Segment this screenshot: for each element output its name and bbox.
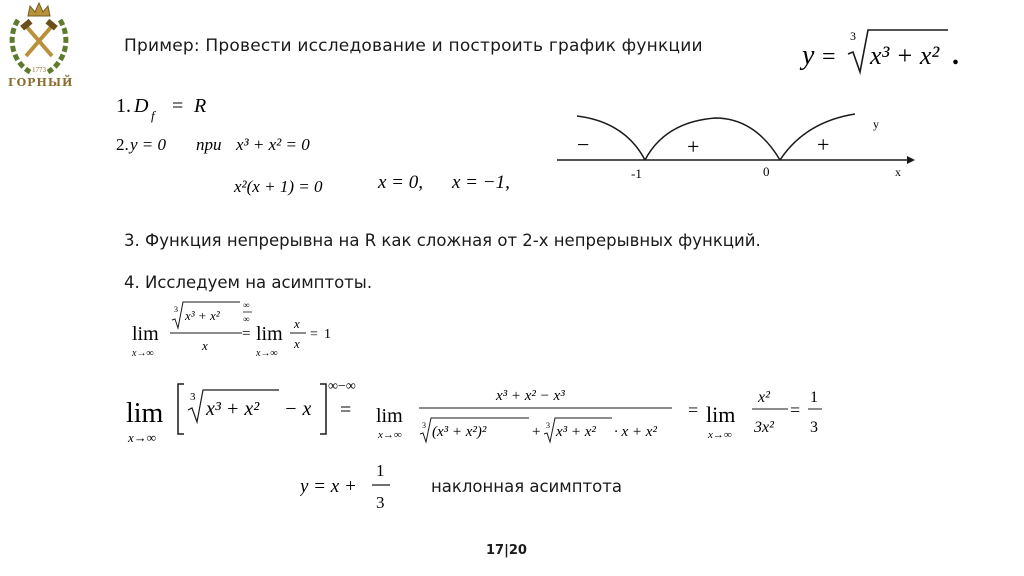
svg-text:3: 3: [376, 493, 385, 512]
step1-domain: [116, 90, 246, 126]
svg-text:=: =: [340, 399, 352, 421]
formula-lhs: y: [802, 40, 815, 71]
svg-text:R: R: [194, 95, 207, 117]
svg-text:− x: − x: [284, 398, 312, 420]
svg-text:3: 3: [190, 391, 196, 403]
svg-text:x: x: [294, 316, 300, 331]
svg-text:=: =: [242, 326, 251, 342]
svg-text:=: =: [688, 400, 699, 420]
svg-text:1: 1: [810, 389, 818, 406]
step2-factored: x²(x + 1) = 0: [234, 177, 323, 196]
tick-label-minus-one: -1: [631, 166, 642, 181]
svg-text:=: =: [310, 327, 318, 342]
svg-text:∞−∞: ∞−∞: [328, 379, 356, 394]
limit-b-formula: [124, 378, 844, 458]
svg-text:1.: 1.: [116, 95, 131, 117]
sign-plus-2: +: [817, 132, 830, 157]
svg-text:=: =: [790, 400, 801, 420]
step2-zeros: [116, 128, 536, 202]
axis-x-label: x: [895, 165, 901, 179]
svg-text:3: 3: [174, 305, 178, 314]
slide-title: Пример: Провести исследование и построить график функции: [124, 36, 703, 56]
svg-text:(x³ + x²)²: (x³ + x²)²: [432, 424, 487, 440]
svg-text:lim: lim: [706, 402, 736, 427]
svg-text:lim: lim: [256, 323, 283, 345]
svg-text:∞: ∞: [243, 314, 250, 324]
svg-text:3: 3: [422, 421, 426, 430]
svg-text:x³ + x²: x³ + x²: [185, 308, 220, 323]
step3-continuity: 3. Функция непрерывна на R как сложная от 2-х непрерывных функций.: [124, 231, 761, 250]
main-function-formula: [798, 26, 978, 78]
svg-text:f: f: [151, 108, 155, 123]
sign-chart: [555, 108, 925, 188]
svg-text:x³ + x²: x³ + x²: [206, 398, 260, 420]
step2-word: при: [196, 135, 222, 154]
svg-text:lim: lim: [132, 323, 159, 345]
formula-radicand: x³ + x²: [870, 41, 940, 70]
svg-text:1: 1: [376, 461, 385, 480]
svg-text:x→∞: x→∞: [256, 348, 278, 359]
svg-text:=: =: [172, 95, 184, 117]
svg-text:1: 1: [324, 327, 331, 342]
limit-k-sub: x→∞: [132, 348, 154, 359]
svg-text:.: .: [952, 40, 959, 71]
svg-text:y = x +: y = x +: [300, 476, 357, 497]
svg-text:3x²: 3x²: [754, 419, 774, 436]
axis-y-label: y: [873, 117, 879, 131]
svg-text:3: 3: [810, 419, 818, 436]
svg-text:lim: lim: [376, 405, 403, 427]
x-axis-arrow: [907, 156, 915, 164]
sign-minus: −: [577, 132, 590, 157]
asymptote-equation: [300, 458, 410, 514]
svg-text:x: x: [294, 336, 300, 351]
asymptote-label: наклонная асимптота: [431, 477, 622, 496]
logo-text: ГОРНЫЙ: [8, 76, 74, 89]
sign-plus-1: +: [687, 134, 700, 159]
curve-middle: [645, 118, 780, 160]
svg-text:2.: 2.: [116, 135, 129, 154]
step2-equation: x³ + x² = 0: [236, 135, 310, 154]
svg-text:x²: x²: [758, 389, 770, 406]
logo-year: 1773: [32, 66, 46, 74]
limit-k-formula: [130, 298, 340, 362]
step2-root-1: x = 0,: [378, 172, 424, 193]
svg-text:x→∞: x→∞: [378, 429, 402, 441]
step2-root-2: x = −1,: [452, 172, 510, 193]
svg-text:x³ + x²: x³ + x²: [556, 424, 596, 440]
svg-text:=: =: [822, 44, 836, 70]
svg-text:x: x: [202, 338, 208, 353]
page-number: 17|20: [486, 543, 527, 558]
formula-root-index: 3: [850, 29, 856, 43]
tick-label-zero: 0: [763, 164, 770, 179]
step4-asymptotes: 4. Исследуем на асимптоты.: [124, 273, 373, 292]
svg-text:D: D: [134, 95, 149, 117]
svg-text:∞: ∞: [243, 300, 250, 310]
svg-text:3: 3: [546, 421, 550, 430]
svg-text:lim: lim: [126, 398, 164, 429]
svg-text:+: +: [532, 424, 541, 440]
step2-lhs: y = 0: [130, 135, 167, 154]
svg-text:· x + x²: · x + x²: [614, 424, 657, 440]
svg-text:x³ + x² − x³: x³ + x² − x³: [496, 388, 565, 404]
limit-b-sub: x→∞: [128, 430, 157, 445]
svg-text:x→∞: x→∞: [708, 429, 732, 441]
